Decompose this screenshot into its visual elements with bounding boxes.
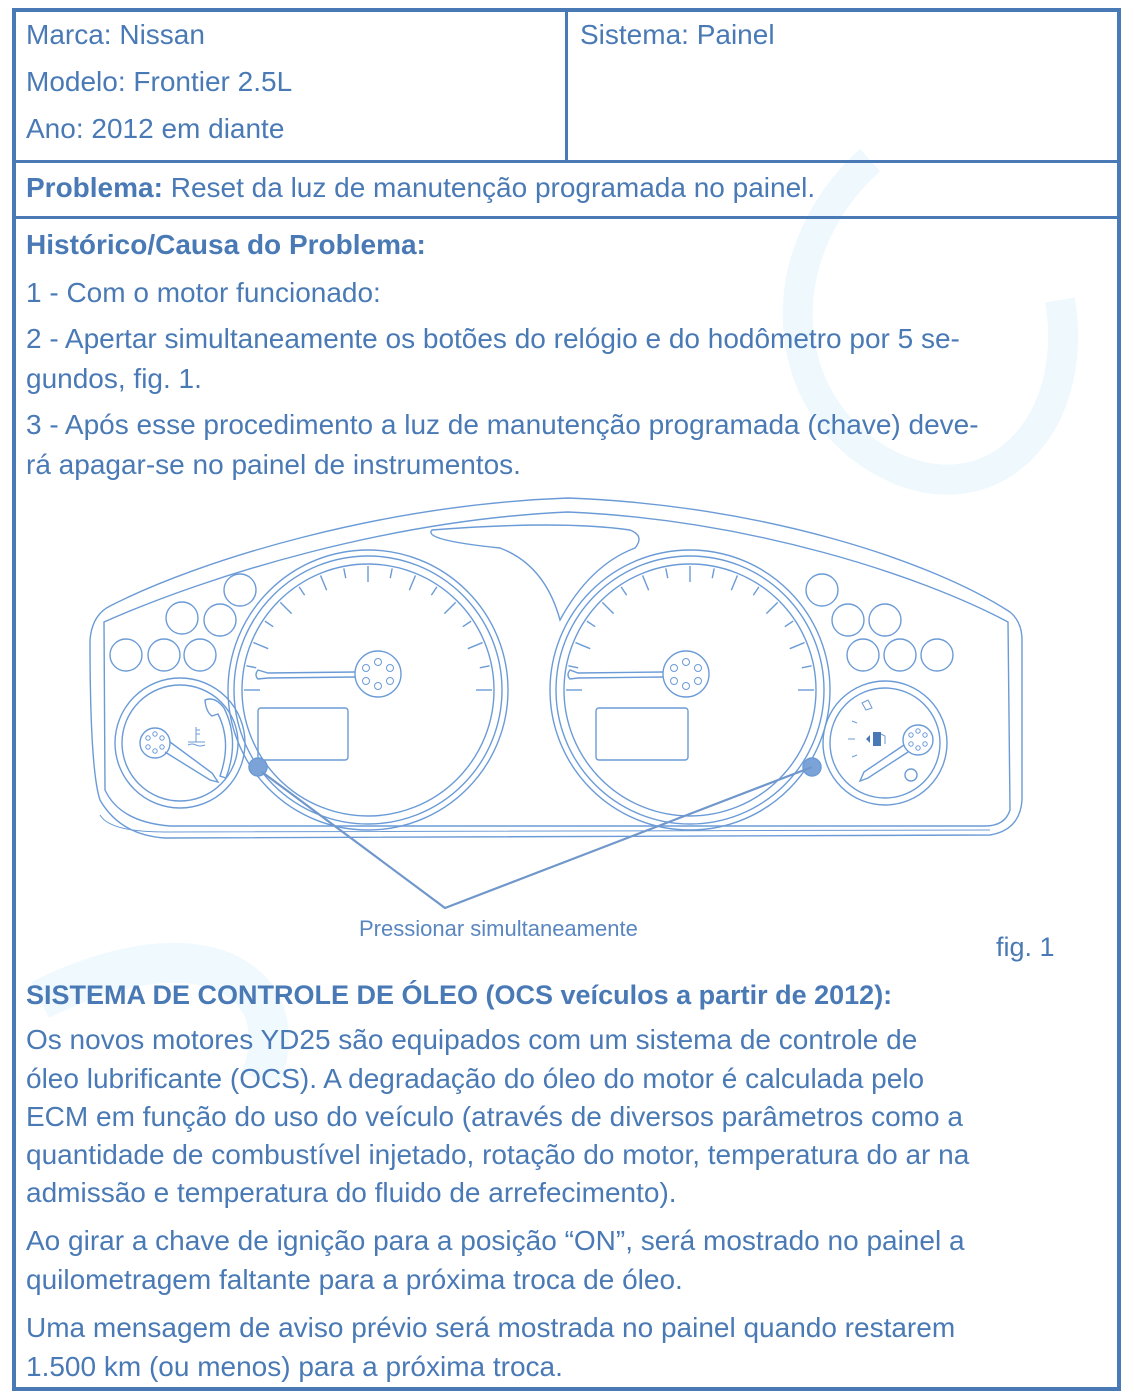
gauge-tick [666, 568, 668, 578]
right-warning-lamps [806, 574, 953, 671]
step-3-line-2: rá apagar-se no painel de instrumentos. [26, 449, 521, 480]
hub-holes-left [363, 659, 394, 690]
gauge-tick [265, 621, 273, 627]
gauge-tick [621, 587, 627, 595]
needle-left [256, 670, 355, 679]
gauge-tick [731, 575, 737, 590]
step-2-line-1: 2 - Apertar simultaneamente os botões do relógio e do hodômetro por 5 se- [26, 323, 960, 354]
gauge-tick [790, 643, 805, 649]
gauge-tick [253, 643, 268, 649]
gauge-tick [575, 643, 590, 649]
fuel-gauge [823, 681, 947, 805]
gauge-tick [468, 643, 483, 649]
ocs-p1-line-1: Os novos motores YD25 são equipados com um sistema de controle de [26, 1024, 918, 1055]
ocs-p1-line-5: admissão e temperatura do fluido de arrefecimento). [26, 1177, 677, 1208]
header-row-divider [12, 160, 1121, 163]
problem-row-divider [12, 216, 1121, 219]
ocs-p2-line-2: quilometragem faltante para a próxima troca de óleo. [26, 1264, 683, 1295]
gauge-tick [785, 621, 793, 627]
model-field: Modelo: Frontier 2.5L [26, 66, 293, 97]
instrument-cluster-illustration [0, 490, 1134, 950]
gauge-tick [753, 587, 759, 595]
gauge-tick [299, 587, 305, 595]
header-column-divider [565, 12, 568, 161]
year-field: Ano: 2012 em diante [26, 113, 285, 144]
gauge-tick [409, 575, 415, 590]
hub-holes-right [671, 659, 702, 690]
left-warning-lamps [110, 574, 256, 671]
ocs-p1-line-2: óleo lubrificante (OCS). A degradação do óleo do motor é calculada pelo [26, 1063, 925, 1094]
gauge-tick [802, 666, 812, 668]
temperature-needle [165, 742, 218, 782]
left-gauge [228, 550, 508, 830]
display-left [258, 708, 348, 760]
temperature-gauge [115, 678, 245, 808]
problem-label: Problema: [26, 172, 163, 203]
gauge-tick [431, 587, 437, 595]
needle-right [568, 670, 663, 679]
gauge-tick [344, 568, 346, 578]
brand-field: Marca: Nissan [26, 19, 205, 50]
gauge-tick [321, 575, 327, 590]
gauge-tick [587, 621, 595, 627]
gauge-tick [390, 568, 392, 578]
history-title: Histórico/Causa do Problema: [26, 229, 426, 260]
gauge-tick [444, 602, 455, 613]
gauge-tick [480, 666, 490, 668]
problem-statement [26, 171, 815, 205]
right-gauge [550, 550, 830, 830]
step-3-line-1: 3 - Após esse procedimento a luz de manutenção programada (chave) deve- [26, 409, 979, 440]
gauge-tick [246, 666, 256, 668]
fuel-pump-icon [866, 732, 885, 746]
ocs-p2-line-1: Ao girar a chave de ignição para a posição “ON”, será mostrado no painel a [26, 1225, 965, 1256]
fuel-needle [860, 745, 908, 781]
gauge-tick [280, 602, 291, 613]
display-right [596, 708, 688, 760]
ocs-title: SISTEMA DE CONTROLE DE ÓLEO (OCS veículos a partir de 2012): [26, 980, 893, 1010]
gauge-tick [568, 666, 578, 668]
ocs-p3-line-2: 1.500 km (ou menos) para a próxima troca. [26, 1351, 563, 1382]
gauge-tick [602, 602, 613, 613]
step-2-line-2: gundos, fig. 1. [26, 363, 202, 394]
ocs-p1-line-4: quantidade de combustível injetado, rotação do motor, temperatura do ar na [26, 1139, 970, 1170]
figure-label: fig. 1 [996, 932, 1055, 962]
ocs-p1-line-3: ECM em função do uso do veículo (através de diversos parâmetros como a [26, 1101, 963, 1132]
gauge-tick [643, 575, 649, 590]
system-field: Sistema: Painel [580, 19, 775, 50]
problem-text: Reset da luz de manutenção programada no painel. [162, 172, 816, 203]
gauge-tick [712, 568, 714, 578]
figure-callout: Pressionar simultaneamente [359, 916, 638, 941]
coolant-temperature-icon [188, 727, 205, 746]
step-1: 1 - Com o motor funcionado: [26, 277, 381, 308]
ocs-p3-line-1: Uma mensagem de aviso prévio será mostrada no painel quando restarem [26, 1312, 956, 1343]
gauge-tick [766, 602, 777, 613]
gauge-tick [463, 621, 471, 627]
